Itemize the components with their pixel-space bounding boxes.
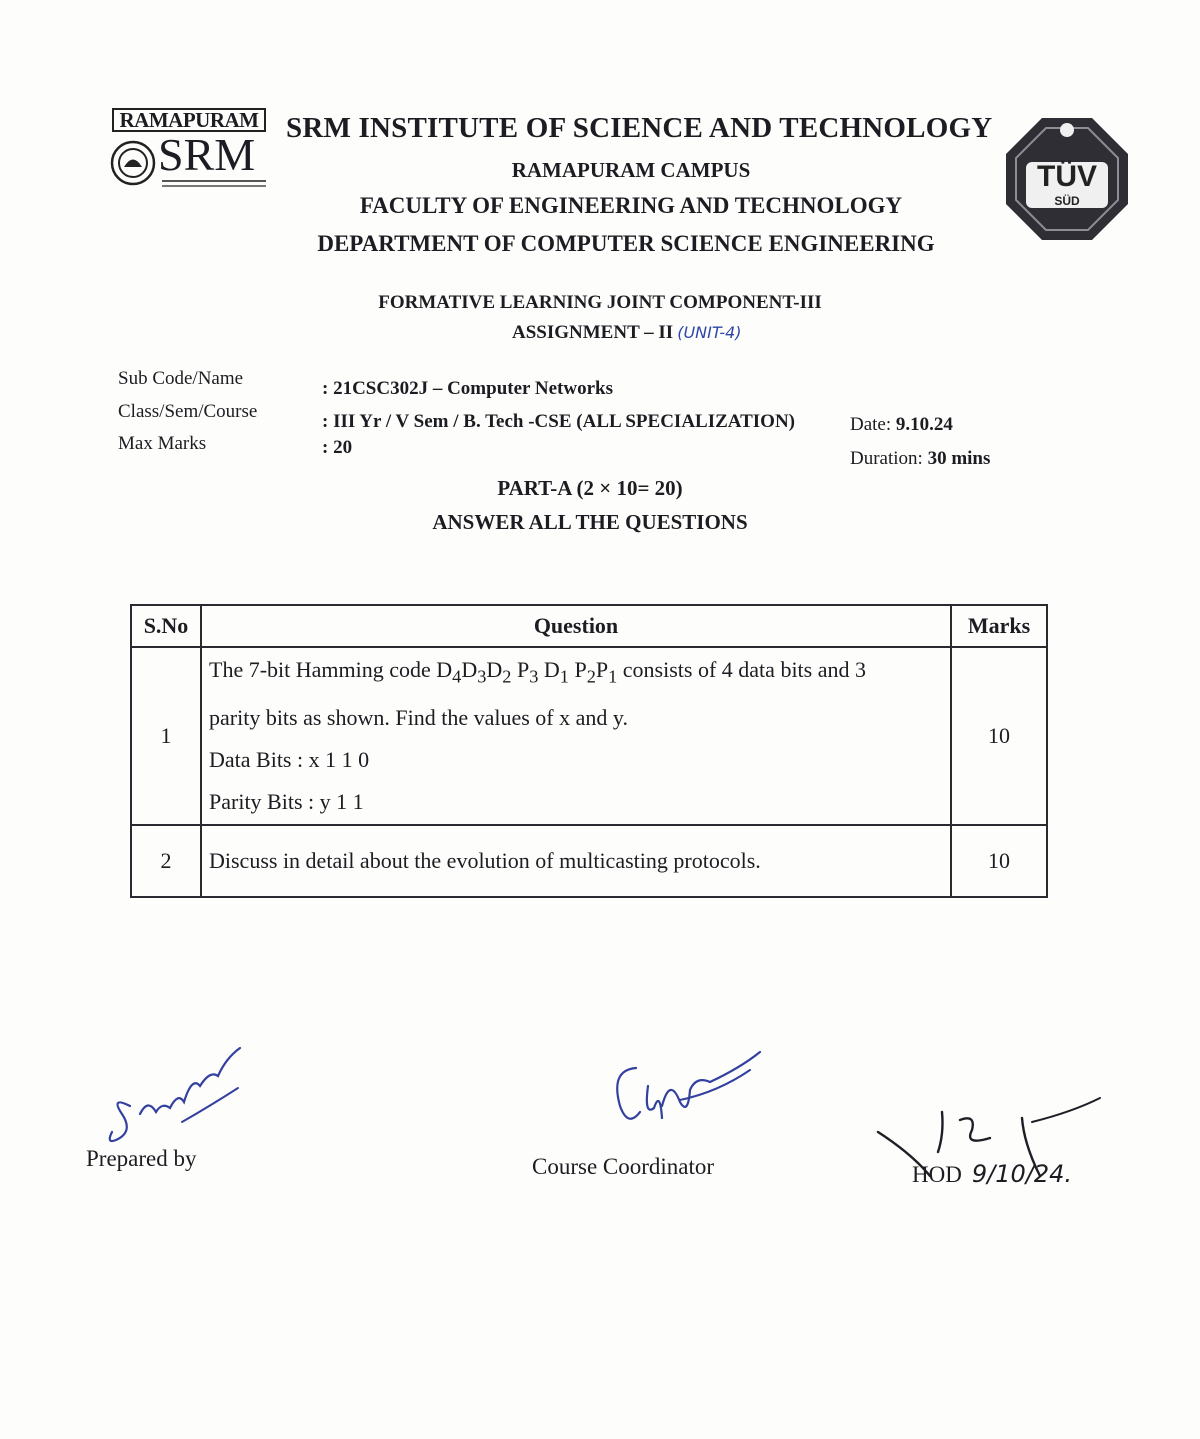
question-text: The 7-bit Hamming code D — [209, 657, 453, 682]
exam-duration — [850, 448, 990, 470]
row-question — [201, 647, 951, 825]
srm-ramapuram-logo — [110, 108, 268, 190]
question-line: Discuss in detail about the evolution of multicasting protocols. — [209, 848, 761, 874]
row-marks: 10 — [951, 647, 1047, 825]
table-row — [131, 647, 1047, 825]
department-name: DEPARTMENT OF COMPUTER SCIENCE ENGINEERING — [317, 231, 935, 256]
prepared-by-label: Prepared by — [86, 1146, 197, 1171]
course-coordinator-label: Course Coordinator — [532, 1154, 715, 1179]
logo-fine-print — [162, 185, 266, 187]
row-question — [201, 825, 951, 897]
tuv-sud-certification-logo — [1004, 116, 1130, 242]
row-marks: 10 — [951, 825, 1047, 897]
logo-top-text: RAMAPURAM — [112, 108, 266, 132]
question-line: Parity Bits : y 1 1 — [209, 789, 364, 815]
max-marks-value: : 20 — [322, 437, 353, 458]
table-row — [131, 825, 1047, 897]
logo-fine-print — [162, 180, 266, 182]
part-instruction: ANSWER ALL THE QUESTIONS — [432, 510, 748, 534]
duration-value: 30 mins — [927, 448, 991, 469]
assignment-handwritten-note: (UNIT-4) — [677, 323, 742, 342]
question-line: The 7-bit Hamming code $D_4D_3D_2$ $P_3$ $D_1$ $P_2P_1$ consists of 4 data bits and 3 — [209, 657, 866, 687]
tuv-text: TÜV — [1037, 160, 1097, 193]
hod-date: 9/10/24. — [971, 1160, 1072, 1188]
logo-main-text: SRM — [158, 129, 256, 180]
hod-text: HOD — [912, 1162, 962, 1187]
row-sno: 2 — [131, 825, 201, 897]
coordinator-signature — [600, 1046, 770, 1136]
preparer-signature — [100, 1036, 260, 1146]
max-marks-label: Max Marks — [118, 433, 207, 454]
question-text: consists of 4 data bits and 3 — [617, 657, 866, 682]
question-header: Question — [201, 605, 951, 647]
assignment-title — [450, 322, 830, 344]
question-table — [130, 604, 1048, 898]
question-line: Data Bits : x 1 1 0 — [209, 747, 370, 773]
part-title: PART-A (2 × 10= 20) — [497, 476, 683, 500]
hod-signature — [872, 1094, 1112, 1214]
row-sno: 1 — [131, 647, 201, 825]
exam-date — [850, 414, 953, 436]
sub-code-label: Sub Code/Name — [118, 368, 244, 389]
srm-emblem-icon — [110, 140, 156, 186]
component-title: FORMATIVE LEARNING JOINT COMPONENT-III — [378, 292, 822, 313]
sub-code-value: : 21CSC302J – Computer Networks — [322, 378, 613, 399]
date-value: 9.10.24 — [895, 414, 953, 435]
class-label: Class/Sem/Course — [118, 401, 258, 422]
faculty-name: FACULTY OF ENGINEERING AND TECHNOLOGY — [359, 193, 903, 218]
marks-header: Marks — [951, 605, 1047, 647]
class-value — [322, 411, 795, 433]
duration-label: Duration: — [850, 448, 923, 469]
date-label: Date: — [850, 414, 892, 435]
table-header-row — [131, 605, 1047, 647]
sud-text: SÜD — [1054, 194, 1080, 208]
hod-label — [912, 1160, 1072, 1188]
sno-header: S.No — [131, 605, 201, 647]
class-value-text: : III Yr / V Sem / B. Tech -CSE (ALL SPECIALIZATION) — [322, 411, 795, 432]
campus-name: RAMAPURAM CAMPUS — [511, 158, 751, 182]
question-line: parity bits as shown. Find the values of x and y. — [209, 705, 628, 731]
institution-name: SRM INSTITUTE OF SCIENCE AND TECHNOLOGY — [286, 112, 993, 144]
assignment-label: ASSIGNMENT – II — [512, 322, 674, 343]
